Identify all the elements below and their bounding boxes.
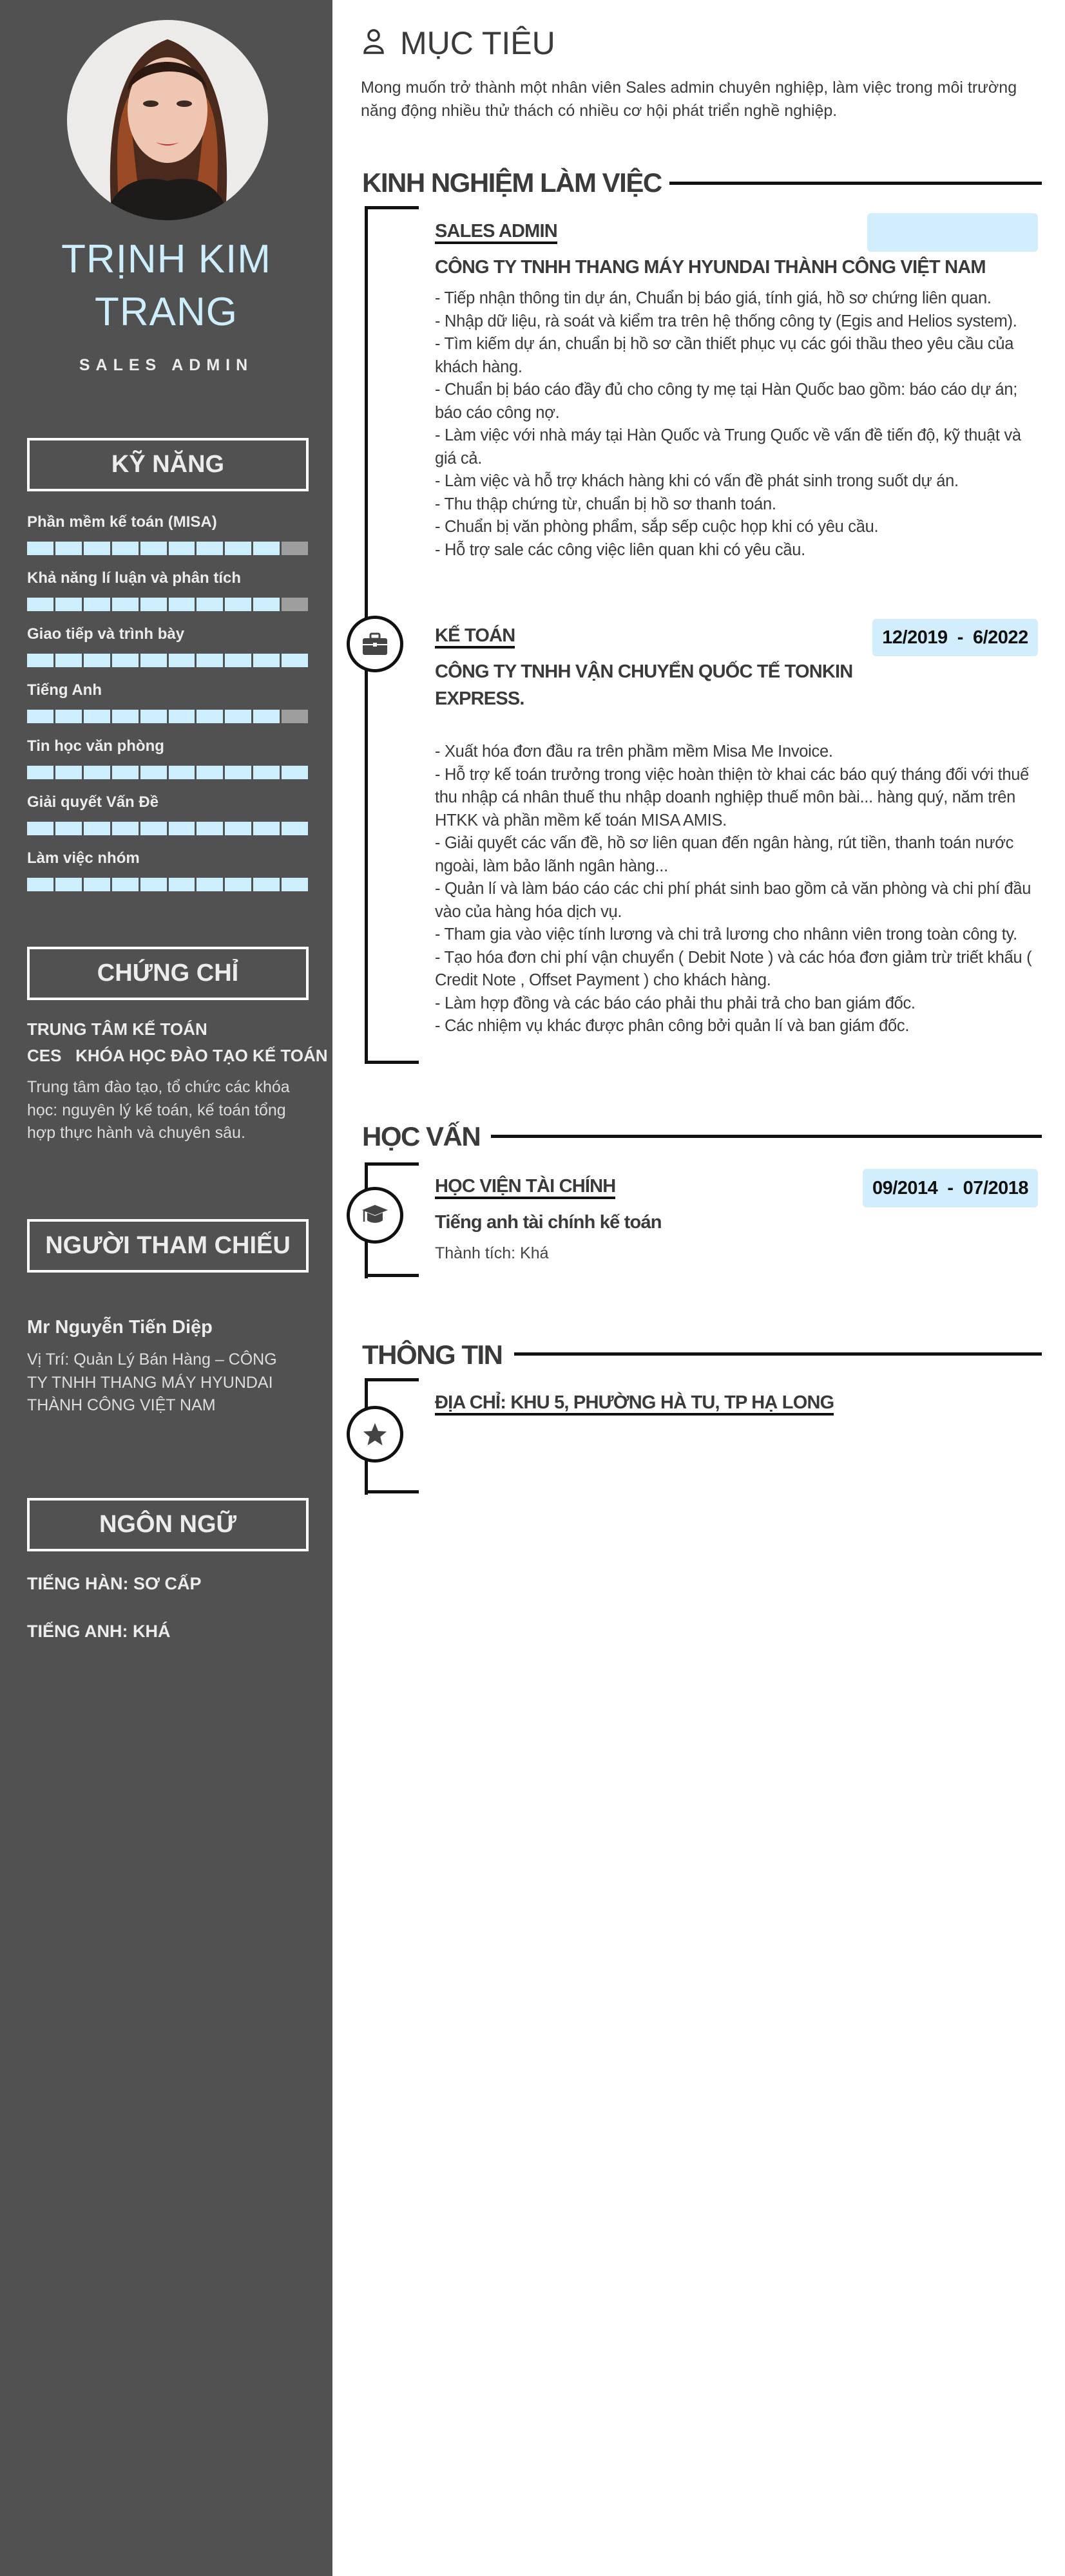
skill-level-bar (27, 654, 308, 667)
skill-segment-filled (140, 822, 167, 835)
timeline-bracket-bottom (365, 1274, 419, 1277)
skill-segment-empty (282, 542, 308, 555)
languages-heading: NGÔN NGỮ (27, 1498, 309, 1551)
timeline-bracket-bottom (365, 1490, 419, 1493)
certificates-heading: CHỨNG CHỈ (27, 947, 309, 1000)
skill-level-bar (27, 822, 308, 835)
job-date: 12/2019 - 6/2022 (872, 619, 1038, 656)
info-heading: THÔNG TIN (362, 1340, 503, 1370)
duty-item: - Các nhiệm vụ khác được phân công bởi quản lí và ban giám đốc. (435, 1017, 910, 1035)
skill-segment-filled (169, 598, 195, 611)
skill-segment-filled (84, 822, 110, 835)
objective-heading: MỤC TIÊU (400, 25, 555, 61)
certificate-description: Trung tâm đào tạo, tổ chức các khóa học: nguyên lý kế toán, kế toán tổng hợp thực hành và chuyên sâu. (27, 1078, 290, 1142)
skill-segment-filled (169, 654, 195, 667)
skill-segment-filled (169, 766, 195, 779)
skill-segment-filled (253, 822, 280, 835)
duty-item: - Tạo hóa đơn chi phí vận chuyển ( Debit Note ) và các hóa đơn giảm trừ triết khấu ( Credit Note , Offset Payment ) cho khách hàng. (435, 948, 1032, 989)
certificate-org: TRUNG TÂM KẾ TOÁN (27, 1019, 207, 1039)
timeline-bracket-top (365, 1162, 419, 1166)
skill-label: Giải quyết Vấn Đề (27, 793, 159, 811)
skill-segment-filled (84, 542, 110, 555)
skill-level-bar (27, 598, 308, 611)
skill-segment-filled (225, 822, 251, 835)
duty-item: - Làm hợp đồng và các báo cáo phải thu phải trả cho ban giám đốc. (435, 994, 916, 1012)
divider (514, 1352, 1042, 1356)
skill-segment-filled (84, 878, 110, 891)
job-date (867, 213, 1038, 252)
job-company: CÔNG TY TNHH THANG MÁY HYUNDAI THÀNH CÔNG VIỆT NAM (435, 257, 986, 278)
skill-segment-filled (282, 654, 308, 667)
skill-level-bar (27, 710, 308, 723)
skill-segment-filled (27, 878, 53, 891)
skill-segment-filled (112, 878, 139, 891)
job-duties (435, 741, 1044, 1038)
skill-segment-filled (225, 598, 251, 611)
skill-label: Khả năng lí luận và phân tích (27, 569, 242, 587)
skill-segment-filled (197, 878, 223, 891)
timeline-bracket-top (365, 206, 419, 209)
duty-item: - Tiếp nhận thông tin dự án, Chuẩn bị báo giá, tính giá, hồ sơ chứng liên quan. (435, 289, 992, 307)
duty-item: - Thu thập chứng từ, chuẩn bị hồ sơ thanh toán. (435, 495, 776, 513)
skill-segment-filled (55, 542, 82, 555)
divider (669, 182, 1042, 185)
profile-photo (67, 20, 268, 220)
skill-segment-filled (55, 710, 82, 723)
duty-item: - Quản lí và làm báo cáo các chi phí phát sinh bao gồm cả văn phòng và chi phí đầu vào của hàng hóa dịch vụ. (435, 880, 1031, 921)
skill-segment-filled (225, 710, 251, 723)
skill-segment-filled (84, 598, 110, 611)
reference-description: Vị Trí: Quản Lý Bán Hàng – CÔNG TY TNHH THANG MÁY HYUNDAI THÀNH CÔNG VIỆT NAM (27, 1350, 277, 1414)
language-korean: TIẾNG HÀN: SƠ CẤP (27, 1574, 202, 1593)
skill-label: Làm việc nhóm (27, 849, 140, 867)
duty-item: - Làm việc với nhà máy tại Hàn Quốc và Trung Quốc về vấn đề tiến độ, kỹ thuật và giá cả. (435, 426, 1021, 468)
skill-segment-filled (140, 710, 167, 723)
duty-item: - Làm việc và hỗ trợ khách hàng khi có vấn đề phát sinh trong suốt dự án. (435, 472, 959, 490)
skill-segment-filled (112, 710, 139, 723)
objective-text: Mong muốn trở thành một nhân viên Sales admin chuyên nghiệp, làm việc trong môi trường năng động nhiều thử thách có nhiều cơ hội phát triển nghề nghiệp. (361, 79, 1017, 120)
skill-segment-filled (55, 598, 82, 611)
skill-level-bar (27, 542, 308, 555)
profile-name-line2: TRANG (95, 290, 238, 334)
skill-segment-filled (27, 654, 53, 667)
skill-segment-filled (282, 878, 308, 891)
skill-segment-filled (253, 598, 280, 611)
skill-segment-filled (282, 822, 308, 835)
skill-segment-filled (169, 542, 195, 555)
skill-label: Phần mềm kế toán (MISA) (27, 513, 217, 531)
skill-segment-filled (169, 710, 195, 723)
duty-item: - Chuẩn bị báo cáo đầy đủ cho công ty mẹ tại Hàn Quốc bao gồm: báo cáo dự án; báo cáo công nợ. (435, 381, 1018, 422)
skill-segment-filled (112, 766, 139, 779)
education-major: Tiếng anh tài chính kế toán (435, 1212, 662, 1233)
user-icon (363, 28, 385, 57)
job-title: KẾ TOÁN (435, 625, 515, 649)
skill-segment-filled (197, 542, 223, 555)
briefcase-icon (347, 616, 403, 672)
education-school (435, 1174, 615, 1198)
skill-segment-filled (140, 654, 167, 667)
skill-segment-empty (282, 710, 308, 723)
job-duties (435, 287, 1044, 562)
duty-item: - Chuẩn bị văn phòng phẩm, sắp sếp cuộc họp khi có yêu cầu. (435, 518, 879, 536)
school-name: HỌC VIỆN TÀI CHÍNH (435, 1176, 615, 1199)
skill-segment-filled (55, 822, 82, 835)
duty-item: - Giải quyết các vấn đề, hồ sơ liên quan đến ngân hàng, rút tiền, thanh toán nước ngoài, làm bảo lãnh ngân hàng... (435, 834, 1014, 875)
job-1 (435, 219, 557, 243)
duty-item: - Hỗ trợ sale các công việc liên quan khi có yêu cầu. (435, 540, 805, 559)
skill-segment-filled (140, 878, 167, 891)
skill-segment-filled (55, 654, 82, 667)
graduation-cap-icon (347, 1187, 403, 1244)
skill-segment-filled (282, 766, 308, 779)
duty-item: - Nhập dữ liệu, rà soát và kiểm tra trên hệ thống công ty (Egis and Helios system). (435, 312, 1017, 330)
experience-heading: KINH NGHIỆM LÀM VIỆC (362, 167, 662, 198)
skill-segment-empty (282, 598, 308, 611)
skill-segment-filled (84, 710, 110, 723)
skill-segment-filled (112, 542, 139, 555)
skill-segment-filled (197, 654, 223, 667)
skill-segment-filled (253, 766, 280, 779)
duty-item: - Xuất hóa đơn đầu ra trên phầm mềm Misa Me Invoice. (435, 743, 833, 761)
skill-segment-filled (55, 878, 82, 891)
skill-segment-filled (253, 710, 280, 723)
skill-level-bar (27, 878, 308, 891)
timeline-bracket-bottom (365, 1061, 419, 1064)
duty-item: - Tham gia vào việc tính lương và chi trả lương cho nhânn viên trong toàn công ty. (435, 925, 1017, 943)
duty-item: - Tìm kiếm dự án, chuẩn bị hồ sơ cần thiết phục vụ các gói thầu theo yêu cầu của khách hàng. (435, 335, 1014, 376)
skill-segment-filled (253, 654, 280, 667)
divider (491, 1135, 1042, 1138)
skill-segment-filled (197, 710, 223, 723)
info-address (435, 1390, 834, 1415)
language-english: TIẾNG ANH: KHÁ (27, 1622, 171, 1641)
skill-segment-filled (140, 766, 167, 779)
duty-item: - Hỗ trợ kế toán trưởng trong việc hoàn thiện tờ khai các báo quý tháng đối với thuế thu nhập cá nhân thuế thu nhập doanh nghiệp thuế môn bài... hàng quý, năm trên HTKK và phần mềm kế toán MISA AMIS. (435, 765, 1030, 829)
skill-segment-filled (27, 710, 53, 723)
skill-segment-filled (112, 598, 139, 611)
skill-segment-filled (225, 766, 251, 779)
address-text: ĐỊA CHỈ: KHU 5, PHƯỜNG HÀ TU, TP HẠ LONG (435, 1392, 834, 1416)
skill-segment-filled (27, 542, 53, 555)
skill-segment-filled (253, 542, 280, 555)
skill-label: Tin học văn phòng (27, 737, 164, 755)
certificate-course: CES KHÓA HỌC ĐÀO TẠO KẾ TOÁN (27, 1046, 328, 1065)
skill-segment-filled (225, 542, 251, 555)
skill-level-bar (27, 766, 308, 779)
star-icon (347, 1406, 403, 1463)
skill-segment-filled (253, 878, 280, 891)
education-date: 09/2014 - 07/2018 (863, 1169, 1038, 1208)
timeline-bracket-top (365, 1378, 419, 1381)
skill-segment-filled (197, 766, 223, 779)
skill-label: Tiếng Anh (27, 681, 102, 699)
skill-label: Giao tiếp và trình bày (27, 625, 185, 643)
skill-segment-filled (140, 542, 167, 555)
education-heading: HỌC VẤN (362, 1121, 481, 1151)
skill-segment-filled (27, 598, 53, 611)
profile-name-line1: TRỊNH KIM (61, 237, 271, 281)
skill-segment-filled (27, 822, 53, 835)
skill-segment-filled (55, 766, 82, 779)
references-heading: NGƯỜI THAM CHIẾU (27, 1219, 309, 1273)
skill-segment-filled (197, 598, 223, 611)
job-company: CÔNG TY TNHH VẬN CHUYỂN QUỐC TẾ TONKIN EXPRESS. (435, 661, 853, 709)
job-title: SALES ADMIN (435, 221, 557, 244)
sidebar (0, 0, 332, 2576)
reference-name: Mr Nguyễn Tiến Diệp (27, 1317, 213, 1338)
education-achievement: Thành tích: Khá (435, 1244, 549, 1262)
skill-segment-filled (169, 878, 195, 891)
skill-segment-filled (225, 654, 251, 667)
skill-segment-filled (197, 822, 223, 835)
skill-segment-filled (84, 766, 110, 779)
skill-segment-filled (169, 822, 195, 835)
skill-segment-filled (112, 654, 139, 667)
skill-segment-filled (140, 598, 167, 611)
profile-role: SALES ADMIN (79, 356, 254, 374)
skill-segment-filled (27, 766, 53, 779)
job-2 (435, 623, 515, 648)
skills-heading: KỸ NĂNG (27, 438, 309, 491)
skill-segment-filled (225, 878, 251, 891)
skill-segment-filled (112, 822, 139, 835)
skill-segment-filled (84, 654, 110, 667)
